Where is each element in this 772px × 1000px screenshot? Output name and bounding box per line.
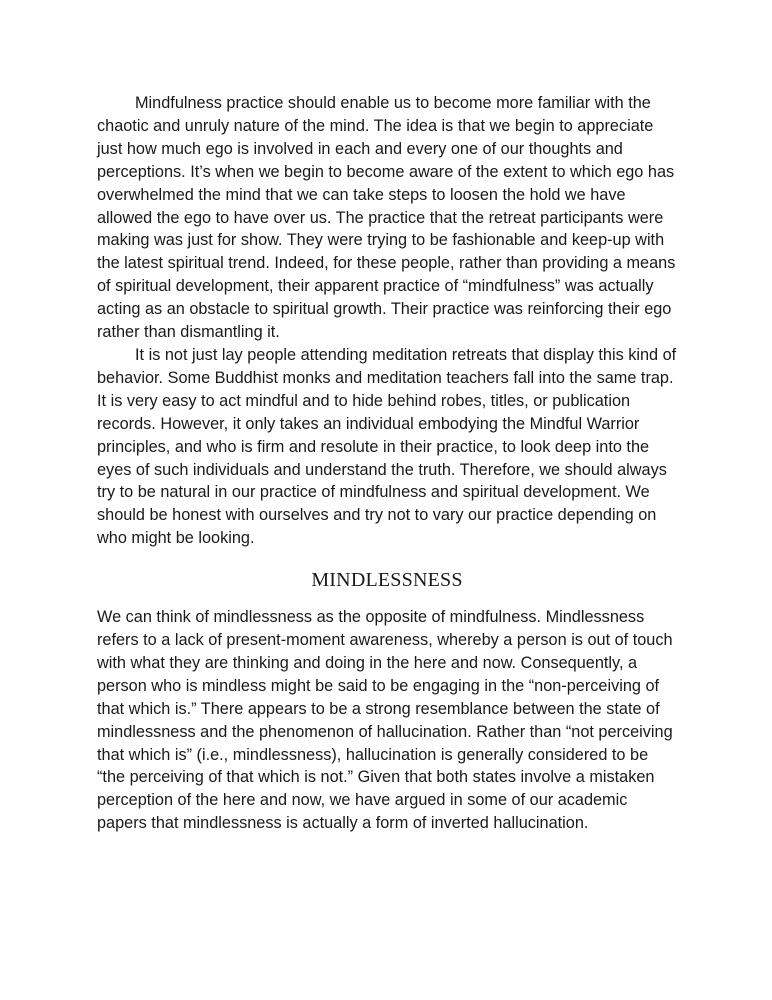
section-heading: MINDLESSNESS bbox=[311, 569, 463, 592]
page-content bbox=[97, 92, 677, 835]
body-paragraph-3: We can think of mindlessness as the opposite of mindfulness. Mindlessness refers to a lack of present-moment awareness, whereby a person is out of touch with what they are thinking and doing in the here and now. Consequently, a person who is mindless might be said to be engaging in the “non-perceiving of that which is.” There appears to be a strong resemblance between the state of mindlessness and the phenomenon of hallucination. Rather than “not perceiving that which is” (i.e., mindlessness), hallucination is generally considered to be “the perceiving of that which is not.” Given that both states involve a mistaken perception of the here and now, we have argued in some of our academic papers that mindlessness is actually a form of inverted hallucination. bbox=[97, 608, 673, 833]
body-paragraph-2: It is not just lay people attending meditation retreats that display this kind of behavior. Some Buddhist monks and meditation teachers fall into the same trap. It is very easy to act mindful and to hide behind robes, titles, or publication records. However, it only takes an individual embodying the Mindful Warrior principles, and who is firm and resolute in their practice, to look deep into the eyes of such individuals and understand the truth. Therefore, we should always try to be natural in our practice of mindfulness and spiritual development. We should be honest with ourselves and try not to vary our practice depending on who might be looking. bbox=[97, 345, 677, 548]
body-paragraph-1: Mindfulness practice should enable us to become more familiar with the chaotic and unruly nature of the mind. The idea is that we begin to appreciate just how much ego is involved in each and every one of our thoughts and perceptions. It’s when we begin to become aware of the extent to which ego has overwhelmed the mind that we can take steps to loosen the hold we have allowed the ego to have over us. The practice that the retreat participants were making was just for show. They were trying to be fashionable and keep-up with the latest spiritual trend. Indeed, for these people, rather than providing a means of spiritual development, their apparent practice of “mindfulness” was actually acting as an obstacle to spiritual growth. Their practice was reinforcing their ego rather than dismantling it. bbox=[97, 94, 676, 342]
